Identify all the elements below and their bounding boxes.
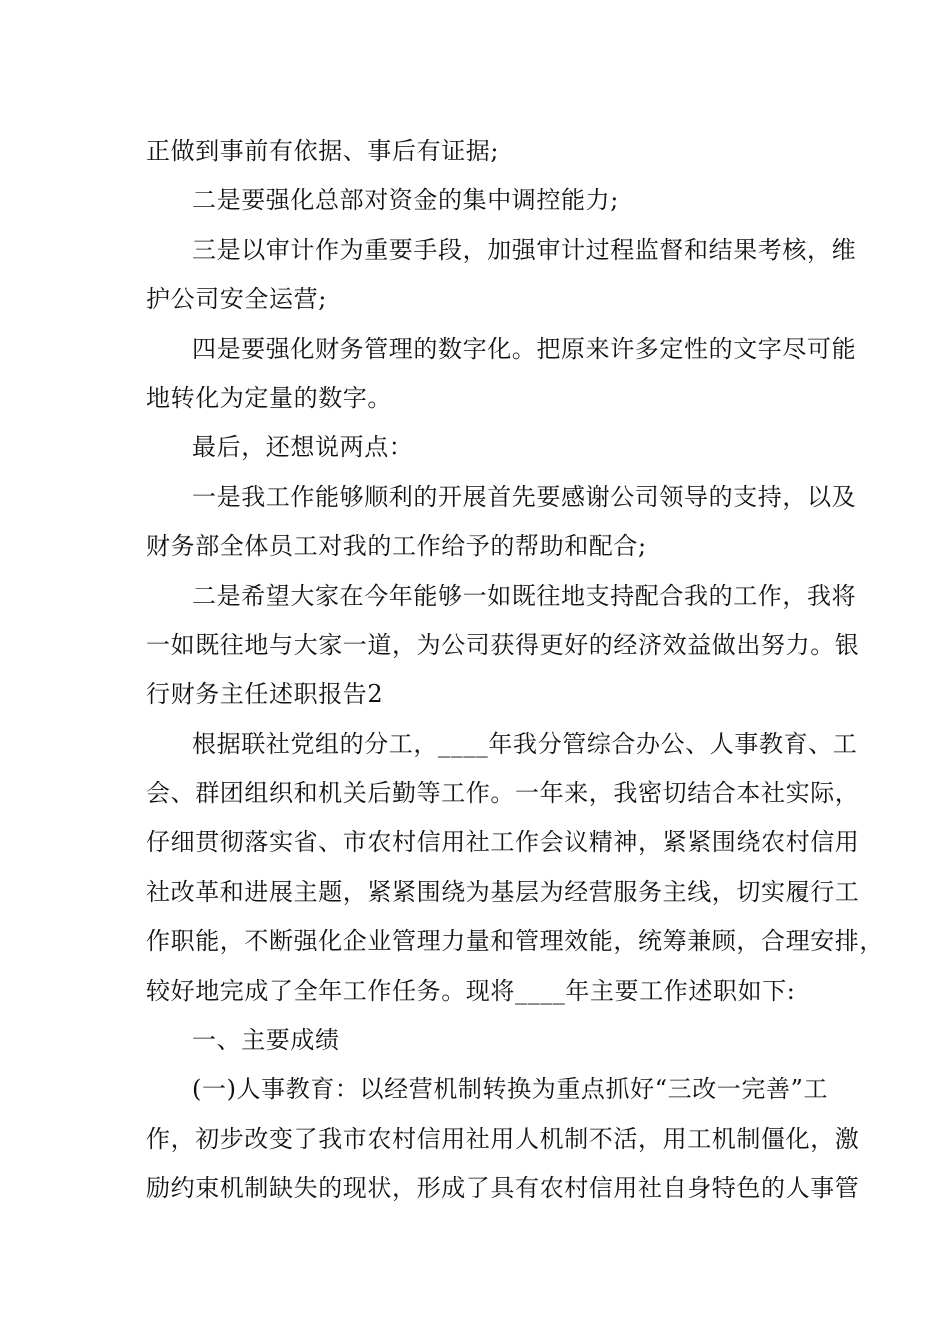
text-line: 地转化为定量的数字。 (146, 383, 392, 412)
text-line: 护公司安全运营; (146, 285, 327, 314)
text-line: 根据联社党组的分工，____年我分管综合办公、人事教育、工 (192, 729, 858, 758)
text-line: 作，初步改变了我市农村信用社用人机制不活，用工机制僵化，激 (146, 1124, 860, 1153)
section-title-line: 行财务主任述职报告2 (146, 680, 384, 709)
document-body (146, 127, 884, 1214)
text-line: 较好地完成了全年工作任务。现将____年主要工作述职如下: (146, 976, 796, 1005)
text-line: 二是要强化总部对资金的集中调控能力; (192, 186, 619, 215)
text-line: 励约束机制缺失的现状，形成了具有农村信用社自身特色的人事管 (146, 1174, 860, 1203)
heading-line: 一、主要成绩 (192, 1026, 340, 1055)
text-line: 正做到事前有依据、事后有证据; (146, 137, 500, 165)
text-line: (一)人事教育：以经营机制转换为重点抓好“三改一完善”工 (192, 1075, 829, 1104)
text-line: 最后，还想说两点： (192, 433, 414, 462)
text-line: 会、群团组织和机关后勤等工作。一年来，我密切结合本社实际， (146, 779, 860, 808)
text-line: 社改革和进展主题，紧紧围绕为基层为经营服务主线，切实履行工 (146, 877, 860, 906)
text-line: 财务部全体员工对我的工作给予的帮助和配合; (146, 532, 647, 561)
text-line: 三是以审计作为重要手段，加强审计过程监督和结果考核，维 (192, 235, 857, 264)
text-line: 二是希望大家在今年能够一如既往地支持配合我的工作，我将 (192, 581, 857, 610)
text-line: 四是要强化财务管理的数字化。把原来许多定性的文字尽可能 (192, 334, 857, 363)
text-line: 作职能，不断强化企业管理力量和管理效能，统筹兼顾，合理安排， (146, 927, 884, 956)
text-line: 仔细贯彻落实省、市农村信用社工作会议精神，紧紧围绕农村信用 (146, 828, 860, 857)
text-line: 一是我工作能够顺利的开展首先要感谢公司领导的支持，以及 (192, 482, 857, 511)
text-line: 一如既往地与大家一道，为公司获得更好的经济效益做出努力。银 (146, 630, 860, 659)
